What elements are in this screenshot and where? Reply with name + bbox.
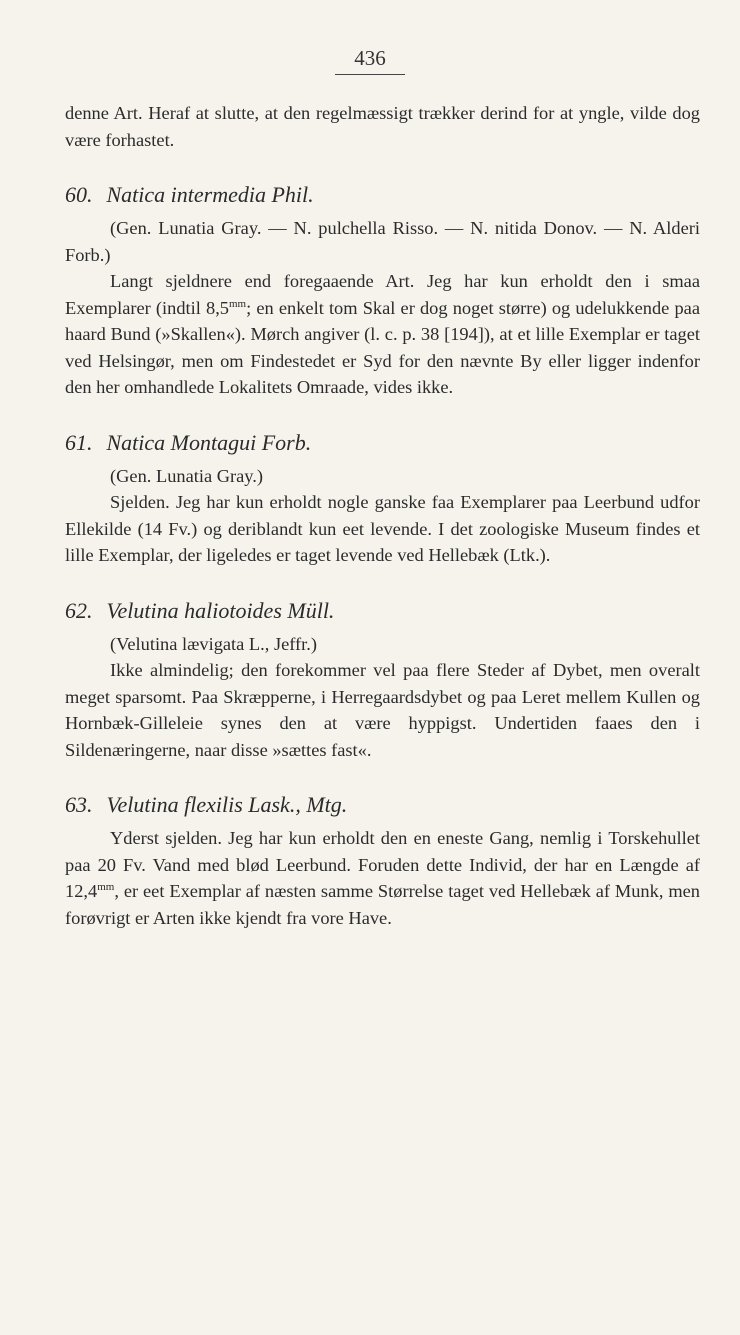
synonyms-paragraph: (Velutina lævigata L., Jeffr.) bbox=[110, 633, 318, 654]
section-heading-60 bbox=[65, 181, 700, 209]
section-number: 62. bbox=[65, 597, 93, 623]
section-heading-63 bbox=[65, 791, 700, 819]
unit-superscript: mm bbox=[97, 880, 115, 893]
species-title: Natica intermedia Phil. bbox=[106, 182, 314, 207]
section-body: Yderst sjelden. Jeg har kun erholdt den en eneste Gang, nemlig i Torskehullet paa 20 Fv. Vand med blød Leerbund. Foruden dette Individ, der har en Længde af $12,4^{mm}$, er eet Exemplar af næsten samme Størrelse taget ved Hellebæk af Munk, men forøvrigt er Arten ikke kjendt fra vore Have. bbox=[65, 828, 700, 928]
species-title: Velutina flexilis Lask., Mtg. bbox=[106, 792, 348, 817]
species-title: Velutina haliotoides Müll. bbox=[106, 597, 335, 623]
page-body bbox=[65, 100, 700, 931]
section-number: 60. bbox=[65, 182, 93, 207]
section-body: Ikke almindelig; den forekommer vel paa flere Steder af Dybet, men overalt meget sparsomt. Paa Skræpperne, i Herregaardsdybet og paa Leret mellem Kullen og Hornbæk-Gilleleie synes den at være hyppigst. Undertiden faaes den i Sildenæringerne, naar disse »sættes fast«. bbox=[65, 660, 700, 760]
synonyms-paragraph: (Gen. Lunatia Gray. — N. pulchella Risso. — N. nitida Donov. — N. Alderi Forb.) bbox=[65, 218, 700, 265]
section-body: Langt sjeldnere end foregaaende Art. Jeg har kun erholdt den i smaa Exemplarer (indtil $8,5^{mm}$; en enkelt tom Skal er dog noget større) og udelukkende paa haard Bund (»Skallen«). Mørch angiver (l. c. p. 38 [194]), at et lille Exemplar er taget ved Helsingør, men om Findestedet er Syd for den nævnte By eller ligger indenfor den her omhandlede Lokalitets Omraade, vides ikke. bbox=[65, 271, 700, 397]
section-number: 61. bbox=[65, 429, 93, 455]
synonyms-paragraph: (Gen. Lunatia Gray.) bbox=[110, 465, 264, 486]
section-heading-62 bbox=[65, 597, 700, 625]
intro-paragraph: denne Art. Heraf at slutte, at den regelmæssigt trækker derind for at yngle, vilde dog være forhastet. bbox=[65, 103, 700, 150]
section-body: Sjelden. Jeg har kun erholdt nogle ganske faa Exemplarer paa Leerbund udfor Ellekilde (14 Fv.) og deriblandt kun eet levende. I det zoologiske Museum findes et lille Exemplar, der ligeledes er taget levende ved Hellebæk (Ltk.). bbox=[65, 492, 700, 565]
unit-superscript: mm bbox=[229, 297, 247, 310]
page-number: 436 bbox=[335, 46, 405, 75]
section-heading-61 bbox=[65, 429, 700, 457]
species-title: Natica Montagui Forb. bbox=[106, 429, 312, 455]
section-number: 63. bbox=[65, 792, 93, 817]
